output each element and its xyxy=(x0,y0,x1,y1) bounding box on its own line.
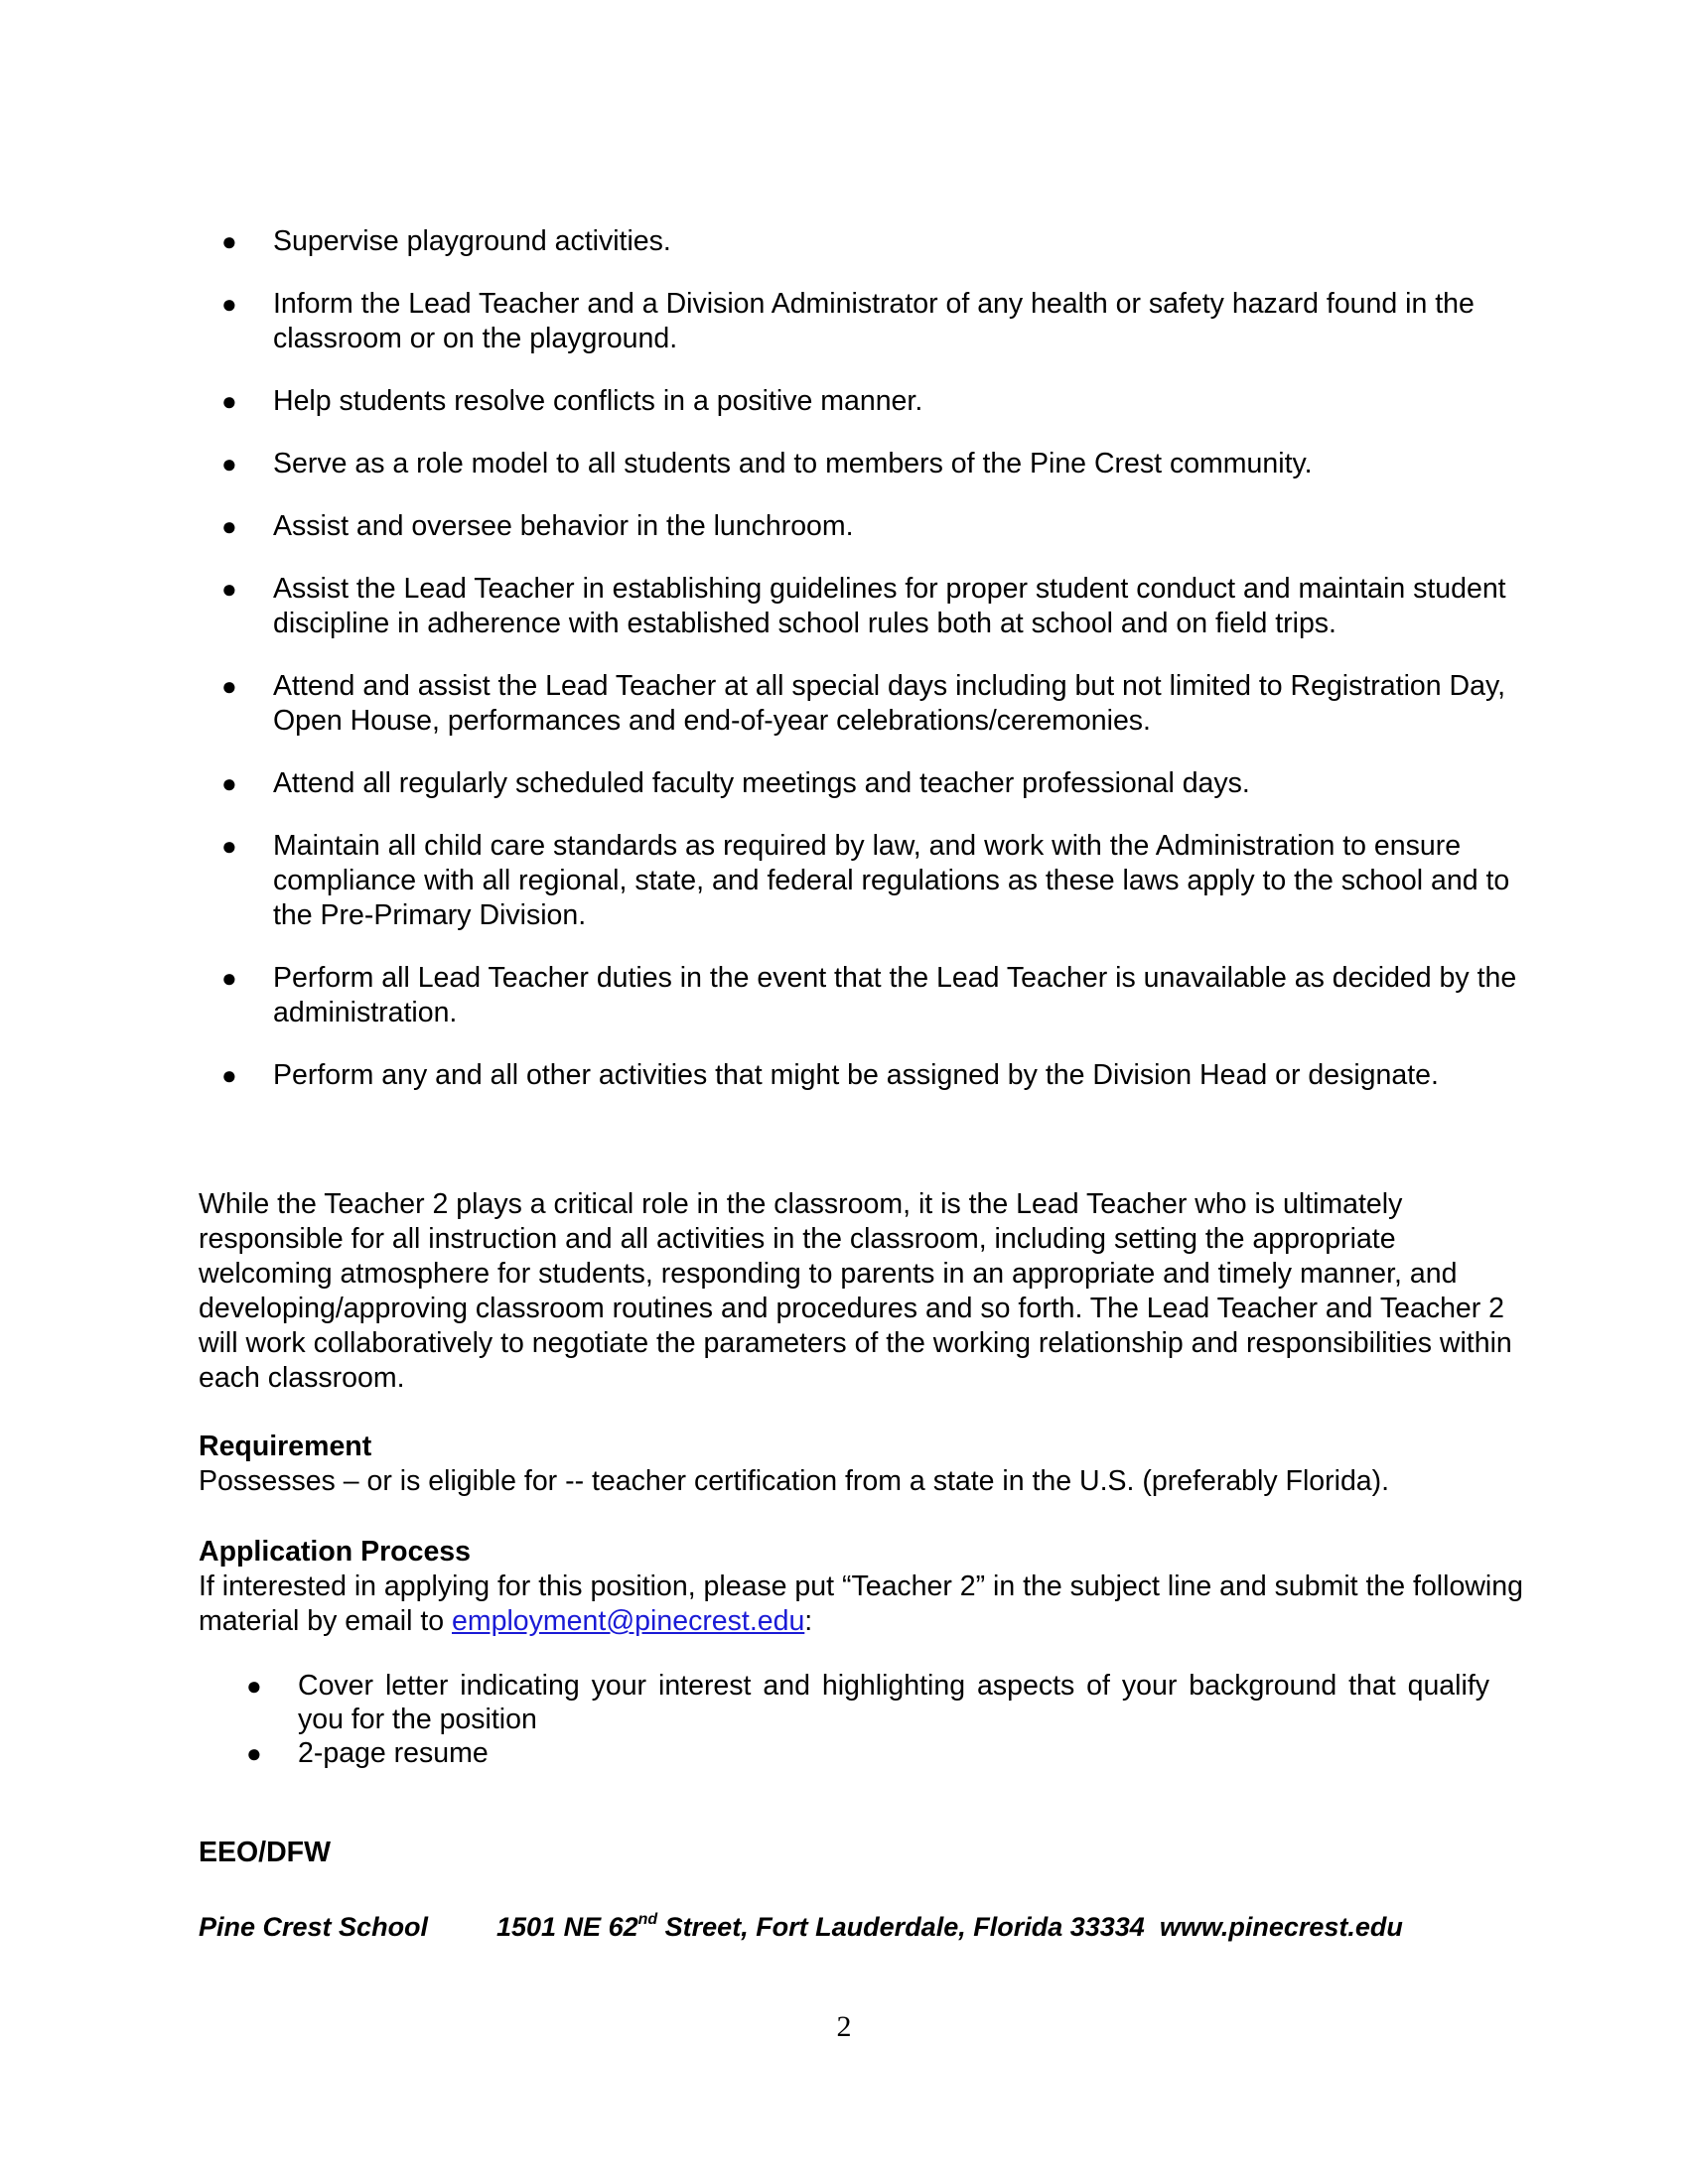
address-suffix: nd xyxy=(637,1911,658,1928)
bullet-icon: ● xyxy=(246,1738,262,1768)
application-text-intro: If interested in applying for this position, please put “Teacher 2” in the subject line and submit the following material by email to xyxy=(199,1570,1523,1637)
requirement-heading: Requirement xyxy=(199,1431,372,1462)
list-item xyxy=(199,287,1529,356)
duty-text: Supervise playground activities. xyxy=(273,225,671,257)
duties-list xyxy=(199,224,1529,1121)
duty-text: Perform any and all other activities that might be assigned by the Division Head or designate. xyxy=(273,1059,1439,1091)
bullet-icon: ● xyxy=(221,511,237,541)
bullet-icon: ● xyxy=(221,449,237,478)
material-text: 2-page resume xyxy=(298,1737,489,1769)
duty-text: Perform all Lead Teacher duties in the event that the Lead Teacher is unavailable as decided by the administration. xyxy=(273,962,1517,1028)
email-link[interactable]: employment@pinecrest.edu xyxy=(452,1605,805,1637)
application-text-end: : xyxy=(804,1605,813,1637)
list-item xyxy=(199,509,1529,544)
duty-text: Help students resolve conflicts in a positive manner. xyxy=(273,385,923,417)
bullet-icon: ● xyxy=(221,574,237,604)
list-item xyxy=(199,1058,1529,1093)
list-item xyxy=(223,1736,1489,1770)
address-number: 1501 NE 62 xyxy=(496,1912,638,1942)
list-item xyxy=(199,669,1529,739)
school-name: Pine Crest School xyxy=(199,1912,429,1942)
list-item xyxy=(199,572,1529,641)
materials-list xyxy=(223,1669,1489,1770)
material-text: Cover letter indicating your interest and highlighting aspects of your background that qualify you for the position xyxy=(298,1670,1489,1735)
duty-text: Maintain all child care standards as required by law, and work with the Administration to ensure compliance with all regional, state, and federal regulations as these laws apply to the school and to the Pre-Primary Division. xyxy=(273,830,1510,931)
list-item xyxy=(199,961,1529,1030)
list-item xyxy=(199,384,1529,419)
bullet-icon: ● xyxy=(221,386,237,416)
bullet-icon: ● xyxy=(246,1671,262,1701)
responsibility-paragraph: While the Teacher 2 plays a critical role in the classroom, it is the Lead Teacher who is ultimately responsible for all instruction and all activities in the classroom, including setting the appropriate welcoming atmosphere for students, responding to parents in an appropriate and timely manner, and developing/approving classroom routines and procedures and so forth. The Lead Teacher and Teacher 2 will work collaboratively to negotiate the parameters of the working relationship and responsibilities within each classroom. xyxy=(199,1188,1512,1394)
list-item xyxy=(199,224,1529,259)
list-item xyxy=(199,447,1529,481)
footer-address xyxy=(199,1910,1403,1945)
page-number: 2 xyxy=(836,2010,852,2043)
bullet-icon: ● xyxy=(221,289,237,319)
bullet-icon: ● xyxy=(221,1060,237,1090)
address-rest: Street, Fort Lauderdale, Florida 33334 xyxy=(657,1912,1145,1942)
duty-text: Assist and oversee behavior in the lunchroom. xyxy=(273,510,854,542)
bullet-icon: ● xyxy=(221,963,237,993)
application-heading: Application Process xyxy=(199,1536,471,1568)
list-item xyxy=(223,1669,1489,1736)
bullet-icon: ● xyxy=(221,671,237,701)
requirement-text: Possesses – or is eligible for -- teacher certification from a state in the U.S. (preferably Florida). xyxy=(199,1465,1390,1497)
duty-text: Serve as a role model to all students and to members of the Pine Crest community. xyxy=(273,448,1313,479)
duty-text: Attend and assist the Lead Teacher at all special days including but not limited to Registration Day, Open House, performances and end-of-year celebrations/ceremonies. xyxy=(273,670,1506,737)
bullet-icon: ● xyxy=(221,831,237,861)
application-text xyxy=(199,1570,1529,1639)
duty-text: Inform the Lead Teacher and a Division Administrator of any health or safety hazard found in the classroom or on the playground. xyxy=(273,288,1475,354)
list-item xyxy=(199,829,1529,933)
duty-text: Assist the Lead Teacher in establishing guidelines for proper student conduct and maintain student discipline in adherence with established school rules both at school and on field trips. xyxy=(273,573,1506,639)
website-link: www.pinecrest.edu xyxy=(1159,1912,1403,1942)
list-item xyxy=(199,766,1529,801)
eeo-statement: EEO/DFW xyxy=(199,1837,331,1868)
bullet-icon: ● xyxy=(221,768,237,798)
duty-text: Attend all regularly scheduled faculty meetings and teacher professional days. xyxy=(273,767,1250,799)
bullet-icon: ● xyxy=(221,226,237,256)
